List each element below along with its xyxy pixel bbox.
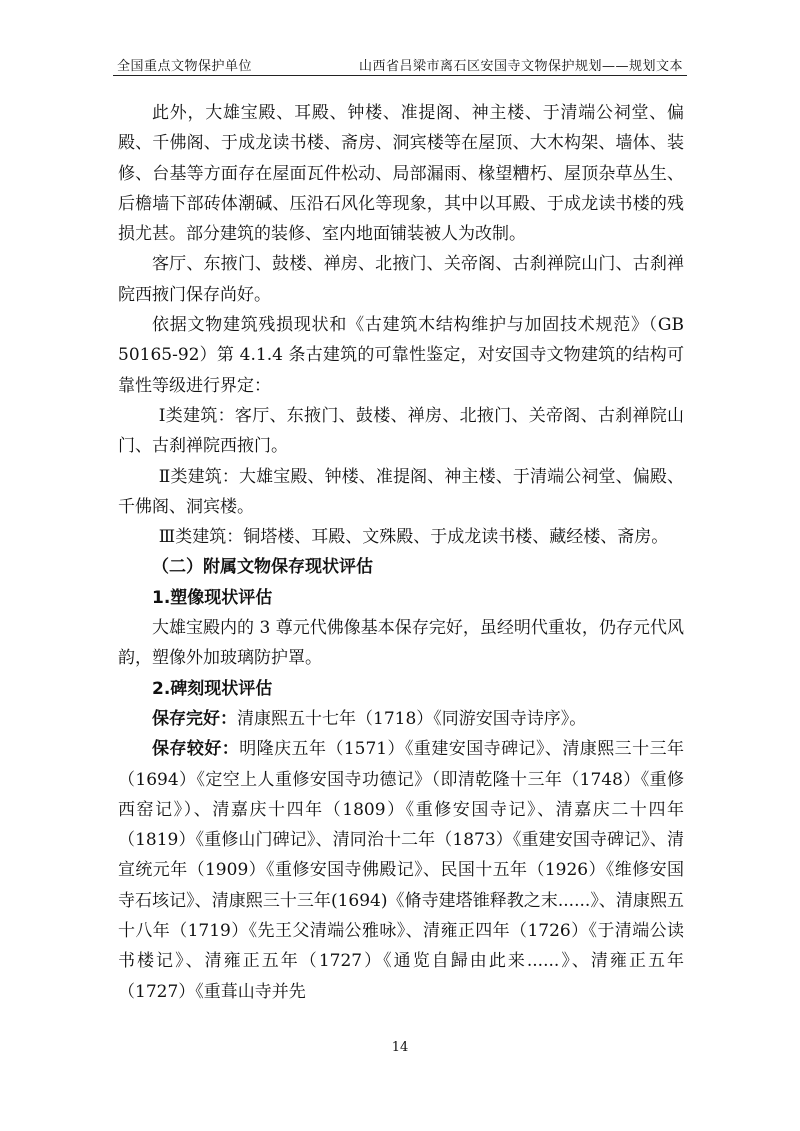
paragraph-statues: 大雄宝殿内的 3 尊元代佛像基本保存完好，虽经明代重妆，仍存元代风韵，塑像外加玻璃防护罩。 [118, 618, 684, 669]
page-header [113, 53, 687, 73]
text-good: 明隆庆五年（1571）《重建安国寺碑记》、清康熙三十三年（1694）《定空上人重修安国寺功德记》（即清乾隆十三年（1748）《重修西窑记》）、清嘉庆十四年（1809）《重修安国寺记》、清嘉庆二十四年（1819）《重修山门碑记》、清同治十二年（1873）《重建安国寺碑记》、清宣统元年（1909）《重修安国寺佛殿记》、民国十五年（1926）《维修安国寺石垓记》、清康熙三十三年(1694)《脩寺建塔锥释教之末......》、清康熙五十八年（1719）《先王父清端公雅咏》、清雍正四年（1726）《于清端公读书楼记》、清雍正五年（1727）《通览自歸由此来......》、清雍正五年（1727）《重葺山寺并先 [118, 739, 685, 1002]
document-body [118, 98, 684, 1007]
paragraph-damage-details: 此外，大雄宝殿、耳殿、钟楼、准提阁、神主楼、于清端公祠堂、偏殿、千佛阁、于成龙读书楼、斋房、洞宾楼等在屋顶、大木构架、墙体、装修、台基等方面存在屋面瓦件松动、局部漏雨、椽望糟朽、屋顶杂草丛生、后檐墙下部砖体潮碱、压沿石风化等现象，其中以耳殿、于成龙读书楼的残损尤甚。部分建筑的装修、室内地面铺装被人为改制。 [118, 103, 684, 245]
text-intact: 清康熙五十七年（1718）《同游安国寺诗序》。 [237, 708, 587, 729]
paragraph-steles-intact [118, 704, 684, 734]
header-divider [113, 75, 687, 76]
header-left-title: 全国重点文物保护单位 [117, 59, 253, 74]
class-3-buildings: Ⅲ类建筑：铜塔楼、耳殿、文殊殿、于成龙读书楼、藏经楼、斋房。 [158, 527, 669, 548]
section-heading-affiliated-relics: （二）附属文物保存现状评估 [152, 557, 373, 578]
label-intact: 保存完好： [152, 708, 237, 729]
page-number: 14 [391, 1040, 409, 1055]
subheading-steles: 2.碑刻现状评估 [152, 678, 273, 699]
subheading-statues: 1.塑像现状评估 [152, 587, 273, 608]
class-1-buildings: Ⅰ类建筑：客厅、东掖门、鼓楼、禅房、北掖门、关帝阁、古刹禅院山门、古刹禅院西掖门。 [118, 405, 684, 457]
class-2-buildings: Ⅱ类建筑：大雄宝殿、钟楼、准提阁、神主楼、于清端公祠堂、偏殿、千佛阁、洞宾楼。 [118, 466, 684, 517]
paragraph-well-preserved: 客厅、东掖门、鼓楼、禅房、北掖门、关帝阁、古刹禅院山门、古刹禅院西掖门保存尚好。 [118, 254, 684, 305]
paragraph-reliability-basis: 依据文物建筑残损现状和《古建筑木结构维护与加固技术规范》（GB 50165-92）第 4.1.4 条古建筑的可靠性鉴定，对安国寺文物建筑的结构可靠性等级进行界定： [118, 315, 684, 396]
paragraph-steles-good [118, 734, 684, 1007]
label-good: 保存较好： [152, 739, 240, 760]
header-right-title: 山西省吕梁市离石区安国寺文物保护规划——规划文本 [358, 59, 683, 74]
